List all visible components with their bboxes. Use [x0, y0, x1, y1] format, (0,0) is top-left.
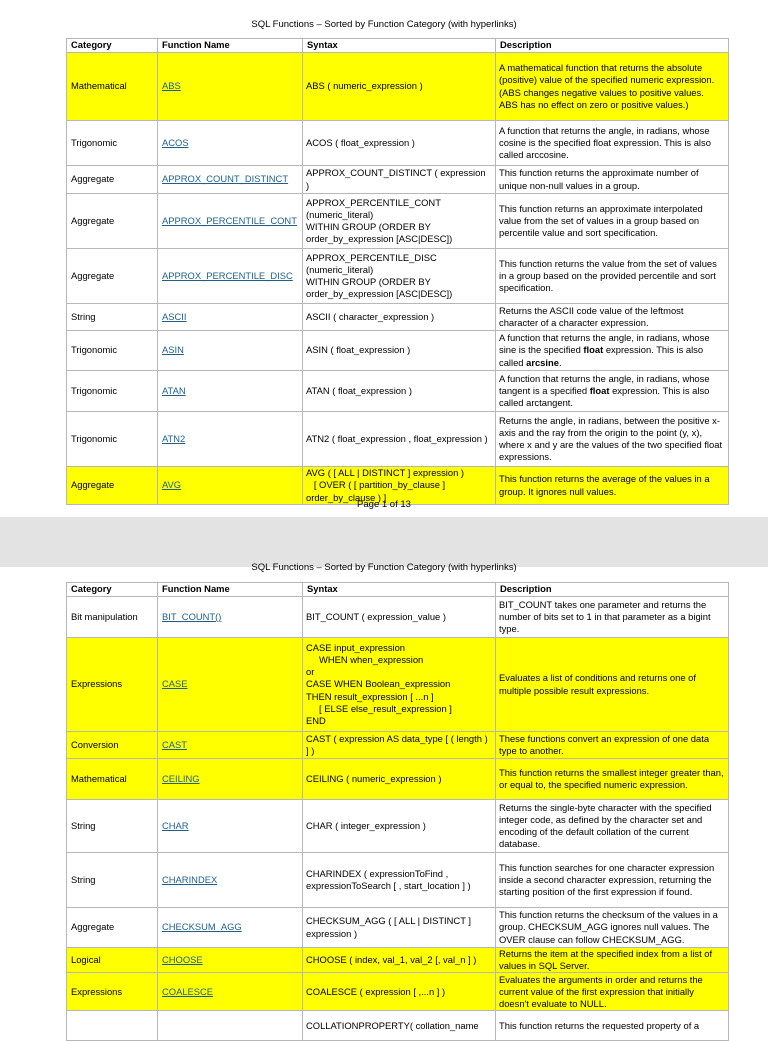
description-cell: These functions convert an expression of one data type to another.: [496, 732, 729, 759]
syntax-cell: CASE input_expression WHEN when_expression or CASE WHEN Boolean_expression THEN result_expression [ ...n ] [ ELSE else_result_expression ] END: [303, 638, 496, 732]
description-cell: This function returns the value from the set of values in a group based on the provided percentile and sort specification.: [496, 249, 729, 304]
description-text: expression. This is also called: [499, 344, 704, 368]
category-cell: String: [67, 304, 158, 331]
function-name-cell: [158, 908, 303, 948]
category-cell: String: [67, 800, 158, 853]
function-name-cell: [158, 249, 303, 304]
table-row: [67, 638, 729, 732]
syntax-cell: ATAN ( float_expression ): [303, 371, 496, 412]
category-cell: Bit manipulation: [67, 597, 158, 638]
function-name-cell: [158, 53, 303, 121]
header-function-name: Function Name: [158, 583, 303, 597]
table-row: [67, 166, 729, 194]
page-2-title: SQL Functions – Sorted by Function Category (with hyperlinks): [251, 562, 517, 573]
description-cell: This function returns the smallest integer greater than, or equal to, the specified numeric expression.: [496, 759, 729, 800]
description-cell: Returns the single-byte character with the specified integer code, as defined by the character set and encoding of the default collation of the current database.: [496, 800, 729, 853]
syntax-cell: APPROX_PERCENTILE_CONT (numeric_literal) WITHIN GROUP (ORDER BY order_by_expression [ASC|DESC]): [303, 194, 496, 249]
function-link-charindex[interactable]: CHARINDEX: [162, 873, 218, 885]
syntax-cell: ASCII ( character_expression ): [303, 304, 496, 331]
syntax-cell: CEILING ( numeric_expression ): [303, 759, 496, 800]
function-name-cell: [158, 304, 303, 331]
table-row: [67, 121, 729, 166]
category-cell: Aggregate: [67, 908, 158, 948]
function-link-acos[interactable]: ACOS: [162, 136, 189, 148]
function-name-cell: [158, 800, 303, 853]
table-row: [67, 1011, 729, 1041]
description-cell: Returns the item at the specified index from a list of values in SQL Server.: [496, 948, 729, 973]
function-link-ascii[interactable]: ASCII: [162, 310, 187, 322]
syntax-cell: ABS ( numeric_expression ): [303, 53, 496, 121]
category-cell: Aggregate: [67, 249, 158, 304]
description-cell: A mathematical function that returns the absolute (positive) value of the specified numeric expression. (ABS changes negative values to positive values. ABS has no effect on zero or positive values.): [496, 53, 729, 121]
function-link-cast[interactable]: CAST: [162, 738, 188, 750]
function-name-cell: [158, 732, 303, 759]
header-description: Description: [496, 39, 729, 53]
description-cell: BIT_COUNT takes one parameter and returns the number of bits set to 1 in that parameter as a bigint type.: [496, 597, 729, 638]
description-cell: A function that returns the angle, in radians, whose cosine is the specified float expression. This is also called arccosine.: [496, 121, 729, 166]
function-name-cell: [158, 371, 303, 412]
category-cell: Expressions: [67, 638, 158, 732]
table-row: [67, 194, 729, 249]
bold-term: float: [589, 384, 610, 396]
syntax-cell: CHAR ( integer_expression ): [303, 800, 496, 853]
description-cell: This function returns an approximate interpolated value from the set of values in a group based on percentile value and sort specification.: [496, 194, 729, 249]
function-name-cell: [158, 121, 303, 166]
function-link-asin[interactable]: ASIN: [162, 344, 184, 356]
function-name-cell: [158, 166, 303, 194]
header-row: [67, 39, 729, 53]
syntax-cell: ASIN ( float_expression ): [303, 331, 496, 371]
description-cell: Evaluates the arguments in order and returns the current value of the first expression that initially doesn't evaluate to NULL.: [496, 973, 729, 1011]
category-cell: Mathematical: [67, 759, 158, 800]
function-name-cell: [158, 948, 303, 973]
header-category: Category: [67, 39, 158, 53]
table-row: [67, 53, 729, 121]
function-link-coalesce[interactable]: COALESCE: [162, 985, 214, 997]
syntax-cell: ATN2 ( float_expression , float_expression ): [303, 412, 496, 467]
function-link-case[interactable]: CASE: [162, 678, 188, 690]
function-link-approx-percentile-disc[interactable]: APPROX_PERCENTILE_DISC: [162, 269, 293, 281]
table-row: [67, 249, 729, 304]
syntax-cell: COLLATIONPROPERTY( collation_name: [303, 1011, 496, 1041]
description-cell: This function returns the checksum of the values in a group. CHECKSUM_AGG ignores null values. The OVER clause can follow CHECKSUM_AGG.: [496, 908, 729, 948]
function-link-bit-count[interactable]: BIT_COUNT(): [162, 610, 222, 622]
header-syntax: Syntax: [303, 583, 496, 597]
description-cell: This function returns the requested property of a: [496, 1011, 729, 1041]
description-cell: Returns the ASCII code value of the leftmost character of a character expression.: [496, 304, 729, 331]
table-row: [67, 973, 729, 1011]
syntax-cell: ACOS ( float_expression ): [303, 121, 496, 166]
function-link-atn2[interactable]: ATN2: [162, 432, 186, 444]
category-cell: [67, 1011, 158, 1041]
table-row: [67, 331, 729, 371]
function-name-cell: [158, 194, 303, 249]
function-name-cell: [158, 1011, 303, 1041]
functions-table-page-2: [66, 582, 729, 1041]
category-cell: String: [67, 853, 158, 908]
table-row: [67, 732, 729, 759]
description-cell: This function searches for one character expression inside a second character expression, returning the starting position of the first expression if found.: [496, 853, 729, 908]
category-cell: Logical: [67, 948, 158, 973]
description-text: expression. This is also called arctangent.: [499, 384, 710, 409]
description-cell: Evaluates a list of conditions and returns one of multiple possible result expressions.: [496, 638, 729, 732]
table-row: [67, 412, 729, 467]
syntax-cell: APPROX_PERCENTILE_DISC (numeric_literal) WITHIN GROUP (ORDER BY order_by_expression [ASC|DESC]): [303, 249, 496, 304]
description-cell: [496, 331, 729, 371]
function-name-cell: [158, 759, 303, 800]
function-name-cell: [158, 853, 303, 908]
bold-term: float: [583, 344, 604, 356]
table-row: [67, 759, 729, 800]
syntax-cell: CHECKSUM_AGG ( [ ALL | DISTINCT ] expression ): [303, 908, 496, 948]
function-link-avg[interactable]: AVG: [162, 479, 182, 491]
description-cell: [496, 371, 729, 412]
description-cell: This function returns the approximate number of unique non-null values in a group.: [496, 166, 729, 194]
table-row: [67, 304, 729, 331]
function-name-cell: [158, 331, 303, 371]
table-row: [67, 908, 729, 948]
syntax-cell: APPROX_COUNT_DISTINCT ( expression ): [303, 166, 496, 194]
category-cell: Trigonomic: [67, 331, 158, 371]
category-cell: Mathematical: [67, 53, 158, 121]
page-1-title: SQL Functions – Sorted by Function Category (with hyperlinks): [251, 19, 517, 30]
syntax-cell: CAST ( expression AS data_type [ ( length ) ] ): [303, 732, 496, 759]
header-description: Description: [496, 583, 729, 597]
syntax-cell: BIT_COUNT ( expression_value ): [303, 597, 496, 638]
category-cell: Aggregate: [67, 166, 158, 194]
description-text: A function that returns the angle, in radians, whose tangent is a specified: [499, 372, 710, 396]
function-link-ceiling[interactable]: CEILING: [162, 772, 200, 784]
function-link-char[interactable]: CHAR: [162, 819, 189, 831]
function-link-approx-count-distinct[interactable]: APPROX_COUNT_DISTINCT: [162, 173, 289, 185]
table-row: [67, 948, 729, 973]
functions-table-page-1: [66, 38, 729, 505]
category-cell: Trigonomic: [67, 371, 158, 412]
page-gap: [0, 517, 768, 567]
category-cell: Conversion: [67, 732, 158, 759]
header-row: [67, 583, 729, 597]
description-cell: This function returns the average of the values in a group. It ignores null values.: [496, 467, 729, 505]
syntax-cell: AVG ( [ ALL | DISTINCT ] expression ) [ OVER ( [ partition_by_clause ] order_by_clause ) ]: [303, 467, 496, 505]
syntax-cell: CHOOSE ( index, val_1, val_2 [, val_n ] ): [303, 948, 496, 973]
category-cell: Expressions: [67, 973, 158, 1011]
description-text: A function that returns the angle, in radians, whose sine is the specified: [499, 332, 710, 356]
description-text: .: [558, 356, 562, 368]
function-link-checksum-agg[interactable]: CHECKSUM_AGG: [162, 921, 242, 933]
header-category: Category: [67, 583, 158, 597]
function-link-abs[interactable]: ABS: [162, 80, 181, 92]
table-row: [67, 853, 729, 908]
function-link-atan[interactable]: ATAN: [162, 384, 186, 396]
function-link-approx-percentile-cont[interactable]: APPROX_PERCENTILE_CONT: [162, 214, 297, 226]
syntax-cell: CHARINDEX ( expressionToFind , expressionToSearch [ , start_location ] ): [303, 853, 496, 908]
function-name-cell: [158, 638, 303, 732]
category-cell: Aggregate: [67, 194, 158, 249]
table-row: [67, 800, 729, 853]
function-link-choose[interactable]: CHOOSE: [162, 954, 203, 966]
description-cell: Returns the angle, in radians, between the positive x-axis and the ray from the origin to the point (y, x), where x and y are the values of the two specified float expressions.: [496, 412, 729, 467]
header-syntax: Syntax: [303, 39, 496, 53]
page-number: Page 1 of 13: [357, 499, 411, 510]
category-cell: Trigonomic: [67, 121, 158, 166]
table-row: [67, 371, 729, 412]
function-name-cell: [158, 597, 303, 638]
header-function-name: Function Name: [158, 39, 303, 53]
syntax-cell: COALESCE ( expression [ ,...n ] ): [303, 973, 496, 1011]
table-row: [67, 597, 729, 638]
bold-term: arcsine: [526, 356, 559, 368]
function-name-cell: [158, 412, 303, 467]
function-name-cell: [158, 973, 303, 1011]
category-cell: Trigonomic: [67, 412, 158, 467]
category-cell: Aggregate: [67, 467, 158, 505]
